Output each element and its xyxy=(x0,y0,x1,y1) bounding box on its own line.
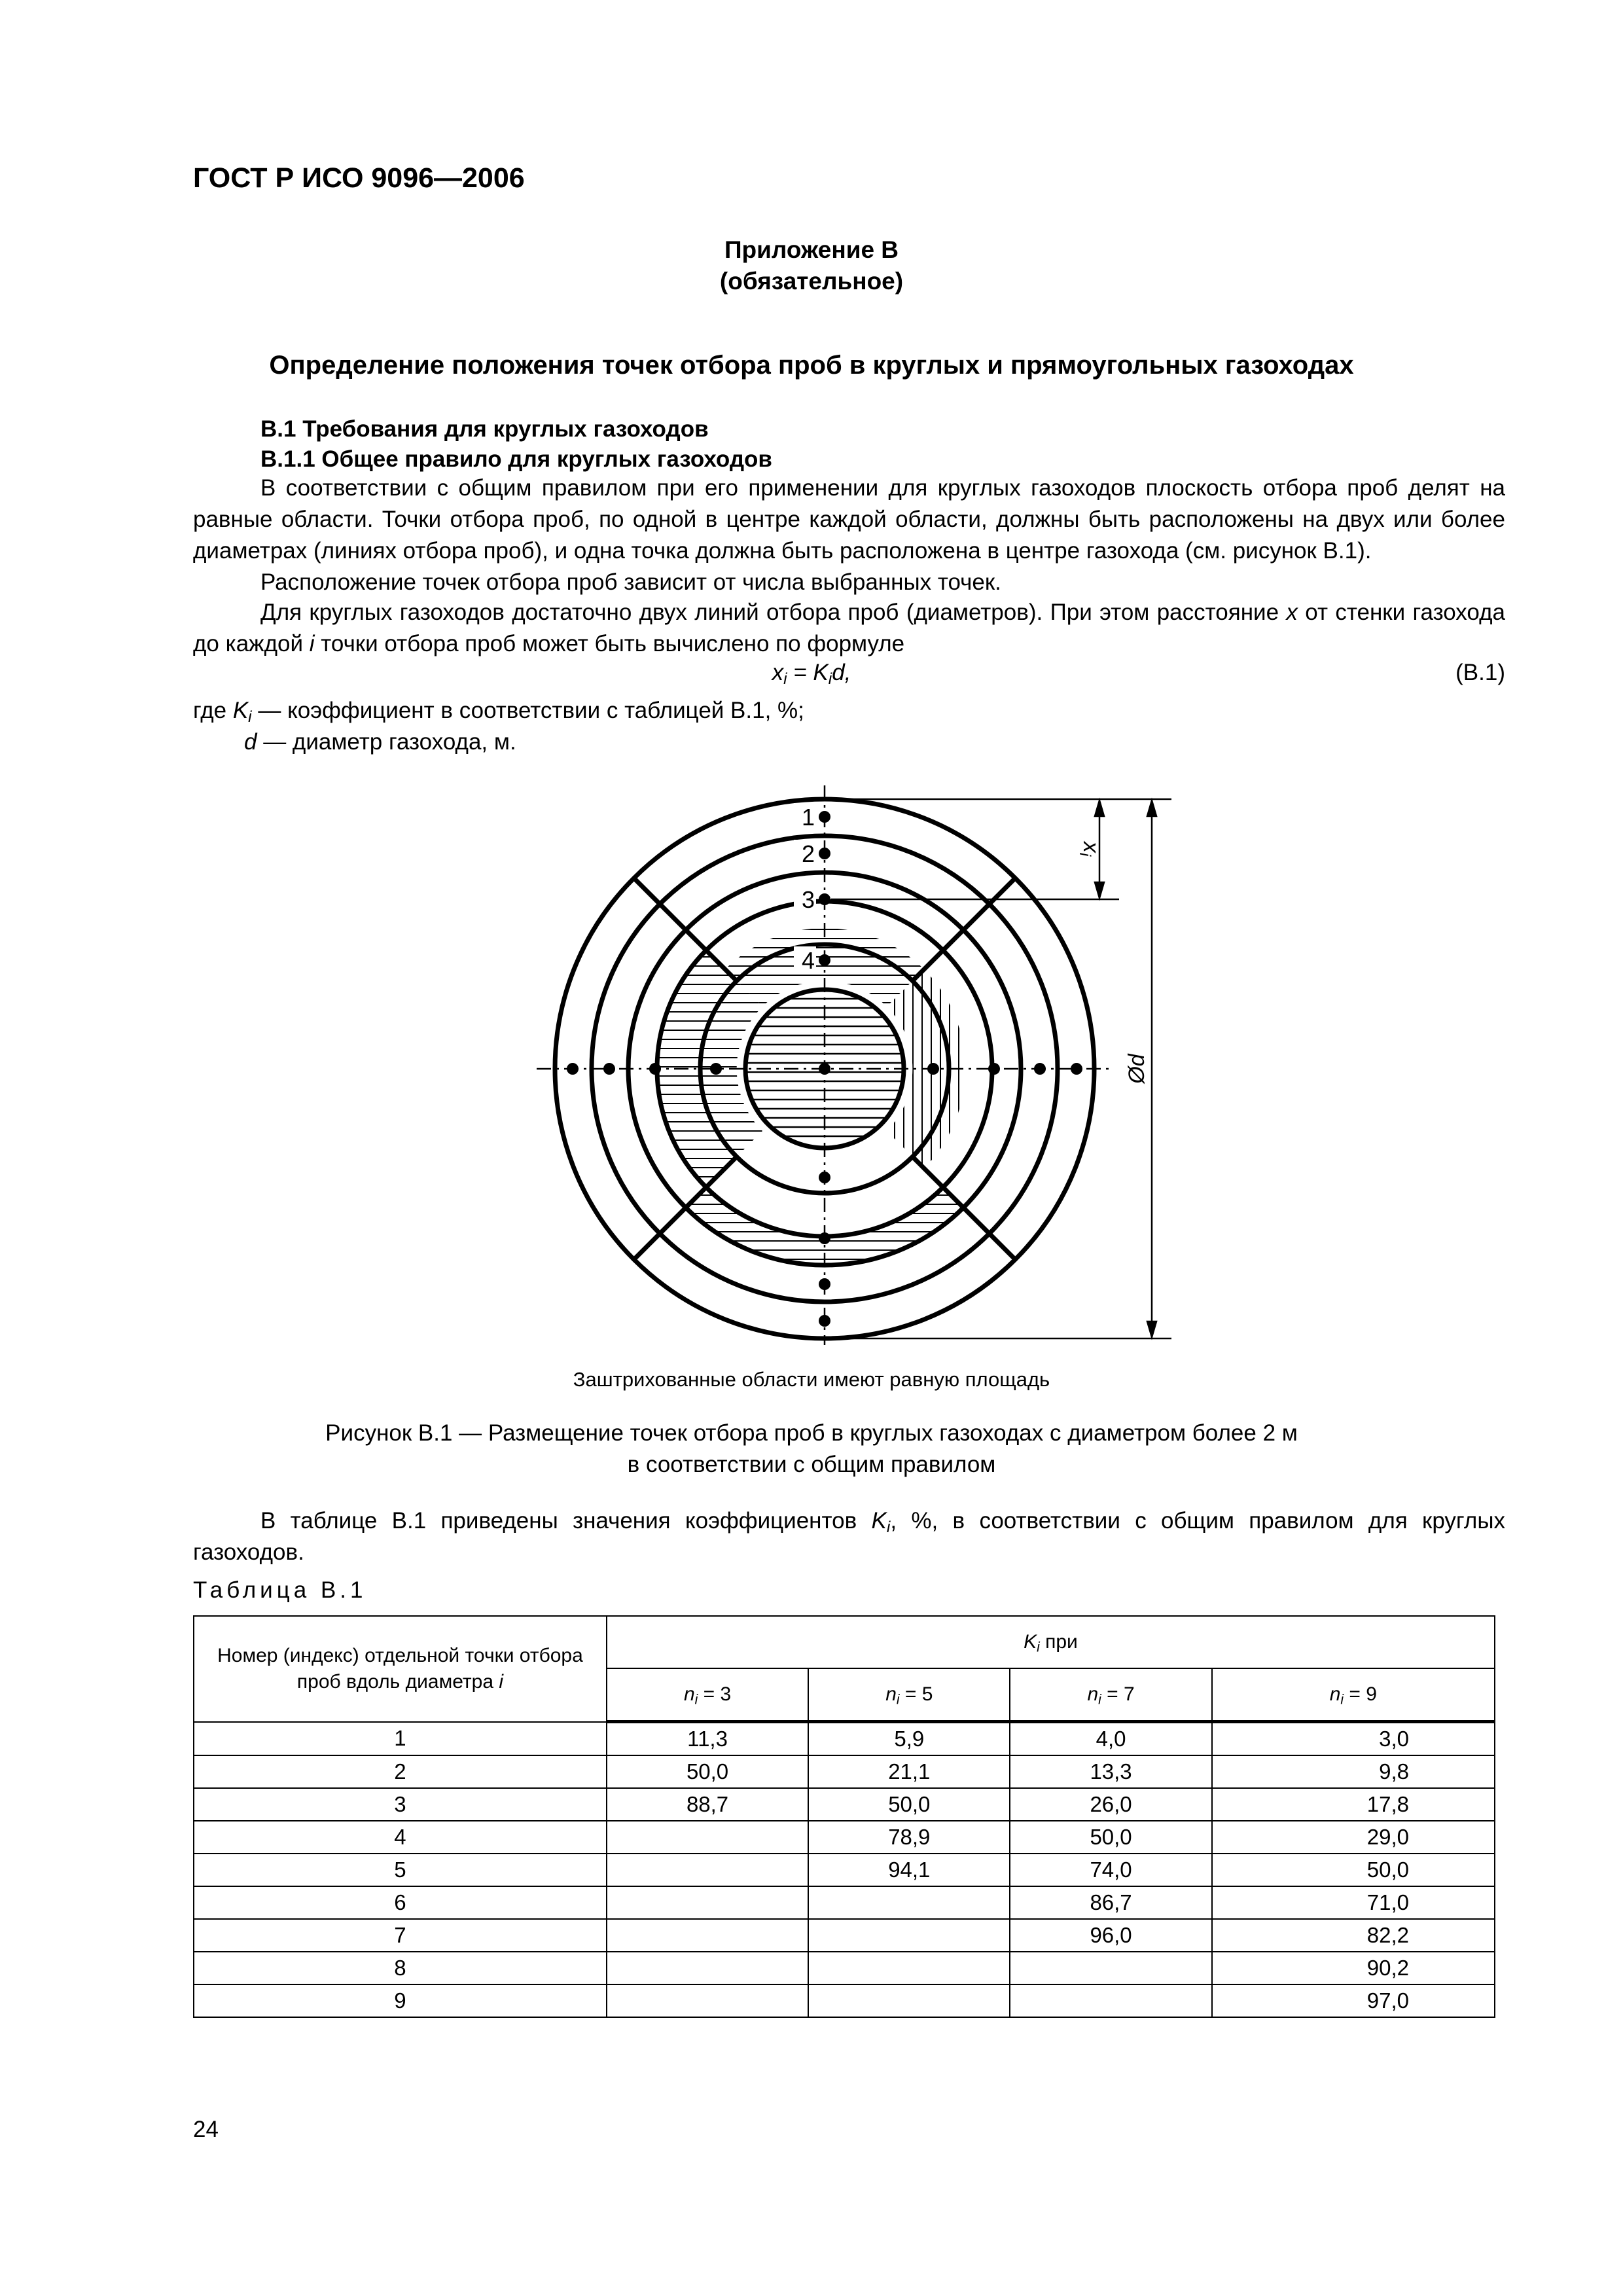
paragraph-table-intro: В таблице В.1 приведены значения коэффициентов $K_i$, %, в соответствии с общим правилом для круглых газоходов. xyxy=(193,1508,1505,1565)
formula-b1: $x_i = K_id$, xyxy=(772,660,851,689)
table-row: 4 78,9 50,0 29,0 xyxy=(194,1821,1495,1854)
point-label-4: 4 xyxy=(801,947,815,974)
sampling-point xyxy=(819,1232,830,1244)
dimension-diameter-label: Ød xyxy=(1124,1054,1149,1084)
dimension-xi xyxy=(825,799,1171,899)
table-row: 8 90,2 xyxy=(194,1952,1495,1984)
sampling-point xyxy=(649,1063,661,1075)
section-heading-b1: В.1 Требования для круглых газоходов xyxy=(260,416,709,442)
appendix-title: Определение положения точек отбора проб в круглых и прямоугольных газоходах xyxy=(269,351,1354,380)
table-row: 3 88,7 50,0 26,0 17,8 xyxy=(194,1788,1495,1821)
sampling-point xyxy=(710,1063,722,1075)
sampling-point xyxy=(819,1172,830,1183)
header-point-index: Номер (индекс) отдельной точки отбора проб вдоль диаметра i xyxy=(194,1616,607,1722)
appendix-label: Приложение В xyxy=(724,236,899,263)
table-row: 2 50,0 21,1 13,3 9,8 xyxy=(194,1755,1495,1788)
table-row: 5 94,1 74,0 50,0 xyxy=(194,1854,1495,1886)
sampling-point xyxy=(819,1278,830,1290)
figure-note: Заштрихованные области имеют равную площадь xyxy=(573,1368,1050,1391)
header-n9: $n_i = 9$ xyxy=(1212,1668,1495,1722)
point-label-3: 3 xyxy=(801,886,815,913)
sampling-points-diagram xyxy=(524,769,1178,1345)
appendix-status: (обязательное) xyxy=(719,268,904,295)
sampling-point xyxy=(567,1063,579,1075)
sampling-point xyxy=(819,848,830,859)
table-row: 6 86,7 71,0 xyxy=(194,1886,1495,1919)
sampling-point xyxy=(1034,1063,1046,1075)
figure-caption: Рисунок В.1 — Размещение точек отбора проб в круглых газоходах с диаметром более 2 м в соответствии с общим правилом xyxy=(325,1420,1298,1477)
page-number: 24 xyxy=(193,2117,219,2142)
sampling-point xyxy=(819,893,830,905)
document-code: ГОСТ Р ИСО 9096—2006 xyxy=(193,162,525,194)
paragraph-point-count: Расположение точек отбора проб зависит от числа выбранных точек. xyxy=(260,569,1001,595)
sampling-point xyxy=(988,1063,1000,1075)
paragraph-two-lines: Для круглых газоходов достаточно двух линий отбора проб (диаметров). При этом расстояние x от стенки газохода до каждой i точки отбора проб может быть вычислено по формуле xyxy=(193,600,1505,656)
sampling-point xyxy=(819,954,830,966)
header-k-group: $K_i$ при xyxy=(607,1616,1495,1668)
coefficients-table xyxy=(193,1615,1495,2018)
sampling-point xyxy=(603,1063,615,1075)
table-caption: Таблица В.1 xyxy=(193,1577,367,1603)
where-d-definition: d — диаметр газохода, м. xyxy=(244,729,516,755)
sampling-point xyxy=(819,1063,830,1075)
sampling-point xyxy=(819,811,830,823)
table-row: 9 97,0 xyxy=(194,1984,1495,2017)
point-label-2: 2 xyxy=(801,840,815,867)
point-label-1: 1 xyxy=(801,804,815,831)
table-row: 1 11,3 5,9 4,0 3,0 xyxy=(194,1722,1495,1756)
table-row: 7 96,0 82,2 xyxy=(194,1919,1495,1952)
where-k-definition: где $K_i$ — коэффициент в соответствии с таблицей В.1, %; xyxy=(193,698,804,726)
sampling-point xyxy=(927,1063,939,1075)
dimension-xi-label: xi xyxy=(1076,841,1103,857)
header-n7: $n_i = 7$ xyxy=(1010,1668,1211,1722)
header-n5: $n_i = 5$ xyxy=(808,1668,1010,1722)
paragraph-general-rule: В соответствии с общим правилом при его применении для круглых газоходов плоскость отбора проб делят на равные области. Точки отбора проб, по одной в центре каждой области, должны быть расположены на двух или более диаметрах (линиях отбора проб), и одна точка должна быть расположена в центре газохода (см. рисунок В.1). xyxy=(193,475,1505,564)
sampling-point xyxy=(1071,1063,1082,1075)
section-heading-b11: В.1.1 Общее правило для круглых газоходов xyxy=(260,446,772,472)
sampling-point xyxy=(819,1315,830,1327)
formula-number: (В.1) xyxy=(1455,660,1505,685)
header-n3: $n_i = 3$ xyxy=(607,1668,808,1722)
